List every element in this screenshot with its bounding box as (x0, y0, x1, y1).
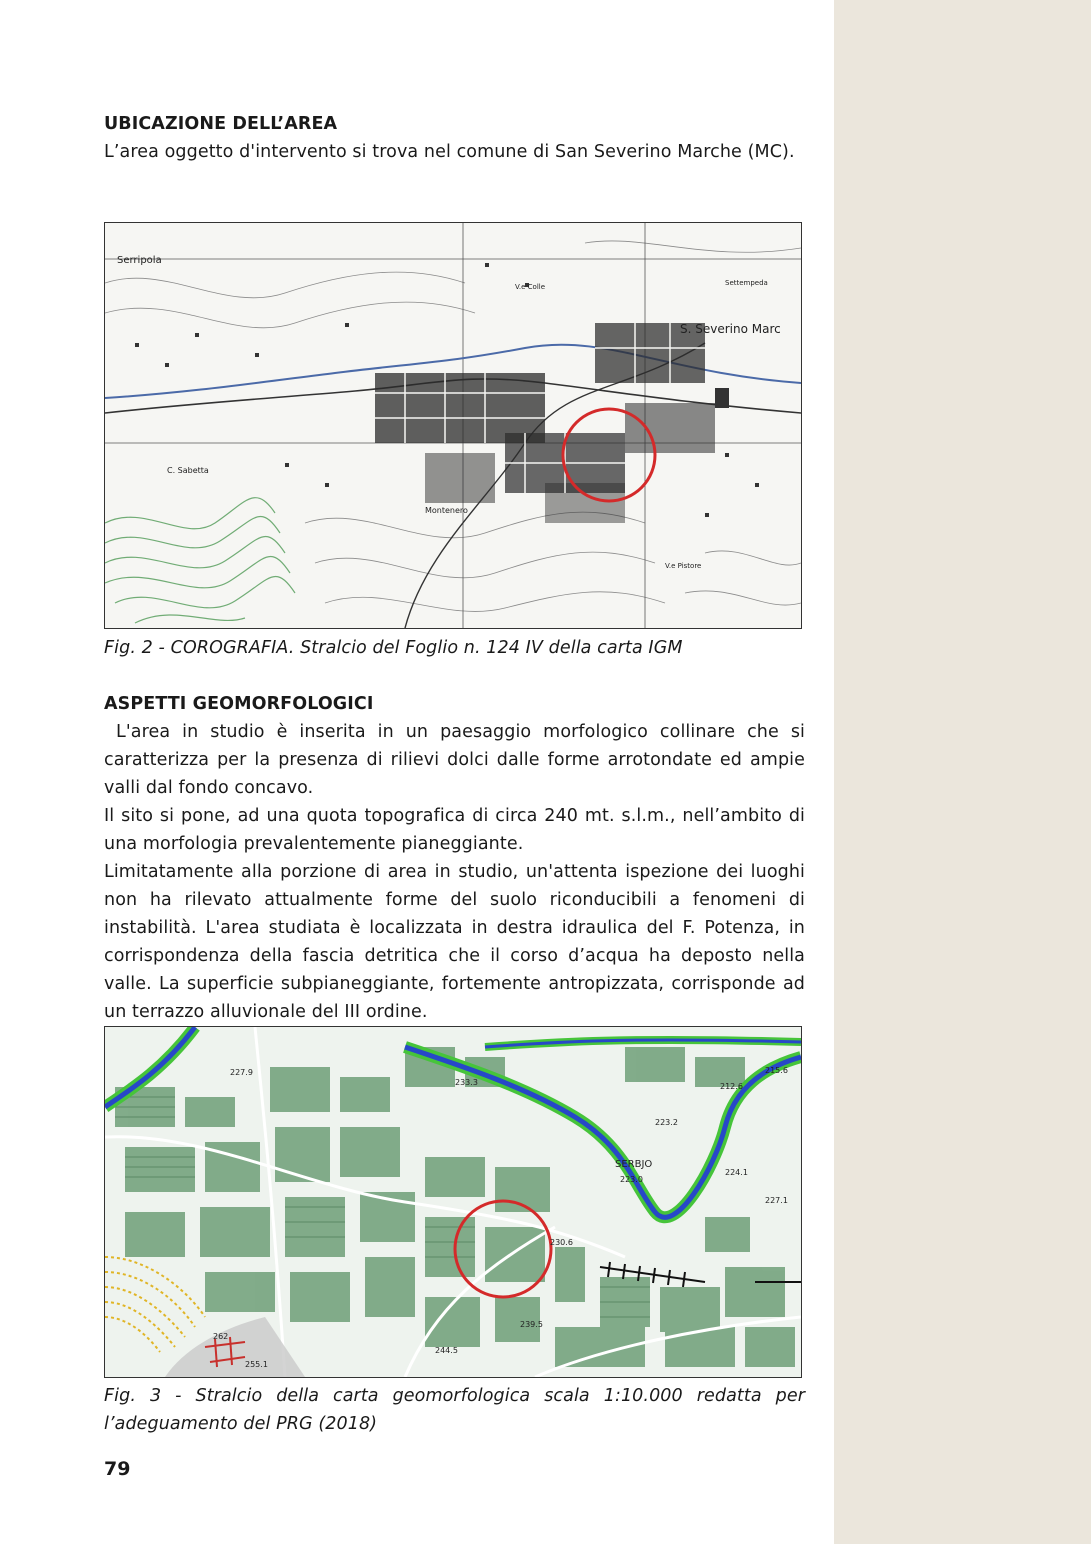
page-sidebar-band (834, 0, 1091, 1544)
map-label-serripola: Serripola (117, 255, 162, 266)
section-heading-ubicazione: UBICAZIONE DELL’AREA (104, 114, 338, 134)
map-label-colle: V.e Colle (515, 283, 546, 291)
map-label-sabetta: C. Sabetta (167, 466, 209, 475)
elev-label-6: 223.0 (620, 1175, 643, 1184)
elev-label-11: 244.5 (435, 1346, 458, 1355)
map-label-montenero: Montenero (425, 506, 468, 515)
section-heading-geomorfologici: ASPETTI GEOMORFOLOGICI (104, 694, 374, 714)
elev-label-4: 212.6 (720, 1082, 743, 1091)
figure-corografia-map (104, 222, 802, 629)
elev-label-1: 227.9 (230, 1068, 253, 1077)
elev-label-3: 215.6 (765, 1066, 788, 1075)
paragraph-geomorf-2: Il sito si pone, ad una quota topografica di circa 240 mt. s.l.m., nell’ambito di una morfologia prevalentemente pianeggiante. (104, 806, 805, 854)
paragraph-geomorf-1: L'area in studio è inserita in un paesaggio morfologico collinare che si caratterizza per la presenza di rilievi dolci dalle forme arrotondate ed ampie valli dal fondo concavo. (104, 722, 805, 798)
map-label-severino: S. Severino Marc (680, 322, 781, 336)
elev-label-5: 223.2 (655, 1118, 678, 1127)
elev-label-2: 233.3 (455, 1078, 478, 1087)
page-number: 79 (104, 1458, 131, 1480)
figure2-caption: Fig. 2 - COROGRAFIA. Stralcio del Foglio n. 124 IV della carta IGM (104, 638, 683, 658)
paragraph-geomorf-3: Limitatamente alla porzione di area in studio, un'attenta ispezione dei luoghi non ha rilevato attualmente forme del suolo riconducibili a fenomeni di instabilità. L'area studiata è localizzata in destra idraulica del F. Potenza, in corrispondenza della fascia detritica che il corso d’acqua ha deposto nella valle. La superficie subpianeggiante, fortemente antropizzata, corrisponde ad un terrazzo alluvionale del III ordine. (104, 862, 805, 1022)
elev-label-9: 230.6 (550, 1238, 573, 1247)
elev-label-serbjo: SERBJO (615, 1159, 653, 1170)
map-label-settempeda: Settempeda (725, 279, 768, 287)
map-label-pistore: V.e Pistore (665, 562, 702, 570)
figure3-caption: Fig. 3 - Stralcio della carta geomorfologica scala 1:10.000 redatta per l’adeguamento del PRG (2018) (104, 1386, 805, 1434)
elev-label-10: 239.5 (520, 1320, 543, 1329)
elev-label-13: 255.1 (245, 1360, 268, 1369)
elev-label-8: 227.1 (765, 1196, 788, 1205)
figure-geomorfologica-map (104, 1026, 802, 1378)
paragraph-ubicazione: L’area oggetto d'intervento si trova nel comune di San Severino Marche (MC). (104, 142, 795, 162)
elev-label-7: 224.1 (725, 1168, 748, 1177)
elev-label-12: 262 (213, 1332, 229, 1341)
